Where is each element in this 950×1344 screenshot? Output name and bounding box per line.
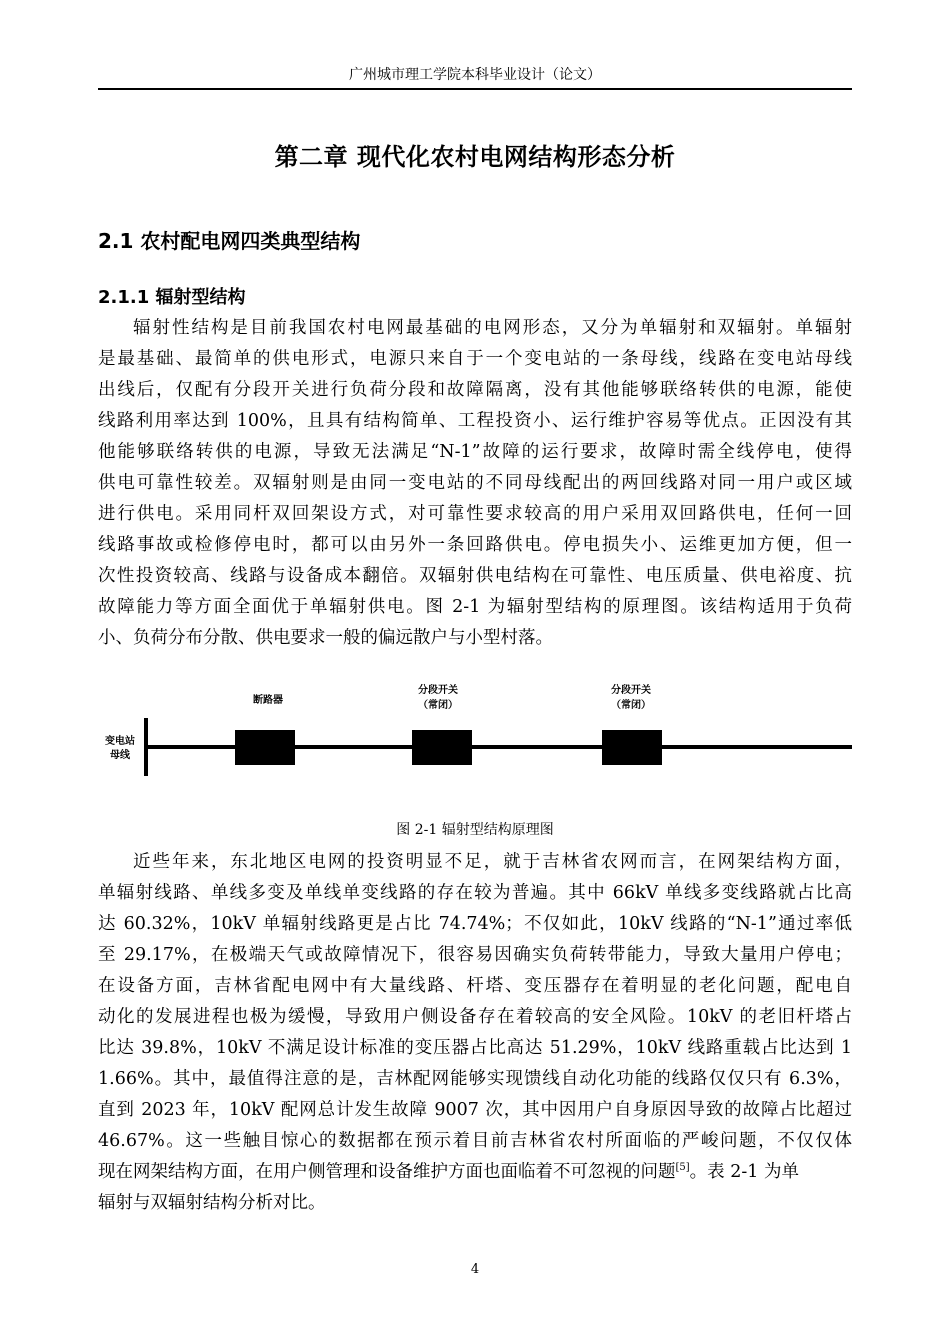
paragraph-line: 他能够联络转供的电源，导致无法满足“N-1”故障的运行要求，故障时需全线停电，使得: [98, 442, 852, 462]
breaker-label: 断路器: [253, 695, 283, 706]
page-header: 广州城市理工学院本科毕业设计（论文）: [349, 67, 601, 83]
header-divider: [98, 88, 852, 90]
line-text: 。表 2-1 为单: [689, 1162, 799, 1182]
paragraph-line: 动化的发展进程也极为缓慢，导致用户侧设备存在着较高的安全风险。10kV 的老旧杆塔占: [98, 1007, 852, 1027]
paragraph-line: 达 60.32%，10kV 单辐射线路更是占比 74.74%；不仅如此，10kV 线路的“N-1”通过率低: [98, 914, 852, 934]
paragraph-line: 供电可靠性较差。双辐射则是由同一变电站的不同母线配出的两回线路对同一用户或区域: [98, 473, 852, 493]
line-text: 现在网架结构方面，在用户侧管理和设备维护方面也面临着不可忽视的问题: [98, 1162, 676, 1182]
citation-reference[interactable]: [5]: [675, 1162, 690, 1173]
paragraph-line: 近些年来，东北地区电网的投资明显不足，就于吉林省农网而言，在网架结构方面，: [133, 852, 852, 872]
paragraph-line: 比达 39.8%，10kV 不满足设计标准的变压器占比高达 51.29%，10kV 线路重载占比达到 1: [98, 1038, 852, 1058]
paragraph-line: 线路事故或检修停电时，都可以由另外一条回路供电。停电损失小、运维更加方便，但一: [98, 535, 852, 555]
paragraph-line: 出线后，仅配有分段开关进行负荷分段和故障隔离，没有其他能够联络转供的电源，能使: [98, 380, 852, 400]
paragraph-line: 次性投资较高、线路与设备成本翻倍。双辐射供电结构在可靠性、电压质量、供电裕度、抗: [98, 566, 852, 586]
subsection-heading: 2.1.1 辐射型结构: [98, 287, 246, 308]
paragraph-line: 是最基础、最简单的供电形式，电源只来自于一个变电站的一条母线，线路在变电站母线: [98, 349, 852, 369]
paragraph-line: [98, 1157, 852, 1188]
body-paragraph-2: [98, 847, 852, 1219]
switch1-label-line2: （常闭）: [418, 700, 458, 711]
busbar-label-line1: 变电站: [105, 736, 135, 747]
paragraph-line: 46.67%。这一些触目惊心的数据都在预示着目前吉林省农村所面临的严峻问题，不仅仅体: [98, 1131, 852, 1151]
paragraph-line: 单辐射线路、单线多变及单线单变线路的存在较为普遍。其中 66kV 单线多变线路就占比高: [98, 883, 852, 903]
switch2-label-line2: （常闭）: [611, 700, 651, 711]
chapter-title: 第二章 现代化农村电网结构形态分析: [274, 143, 676, 171]
body-paragraph-1: [98, 313, 852, 654]
paragraph-line: 在设备方面，吉林省配电网中有大量线路、杆塔、变压器存在着明显的老化问题，配电自: [98, 976, 852, 996]
section-heading: 2.1 农村配电网四类典型结构: [98, 229, 361, 253]
paragraph-line: 1.66%。其中，最值得注意的是，吉林配网能够实现馈线自动化功能的线路仅仅只有 6.3%，: [98, 1069, 852, 1089]
breaker-symbol: [235, 730, 295, 765]
paragraph-line: 小、负荷分布分散、供电要求一般的偏远散户与小型村落。: [98, 628, 553, 648]
paragraph-line: 辐射与双辐射结构分析对比。: [98, 1193, 326, 1213]
paragraph-line: 故障能力等方面全面优于单辐射供电。图 2-1 为辐射型结构的原理图。该结构适用于负荷: [98, 597, 852, 617]
page-number: 4: [470, 1262, 480, 1277]
paragraph-line: 至 29.17%，在极端天气或故障情况下，很容易因确实负荷转带能力，导致大量用户停电；: [98, 945, 852, 965]
radial-structure-diagram: [98, 680, 852, 800]
switch1-label-line1: 分段开关: [418, 685, 458, 696]
paragraph-line: 线路利用率达到 100%，且具有结构简单、工程投资小、运行维护容易等优点。正因没有其: [98, 411, 852, 431]
sectionalizing-switch-2: [602, 730, 662, 765]
switch2-label-line1: 分段开关: [611, 685, 651, 696]
sectionalizing-switch-1: [412, 730, 472, 765]
paragraph-line: 进行供电。采用同杆双回架设方式，对可靠性要求较高的用户采用双回路供电，任何一回: [98, 504, 852, 524]
paragraph-line: 辐射性结构是目前我国农村电网最基础的电网形态，又分为单辐射和双辐射。单辐射: [133, 318, 852, 338]
figure-caption: 图 2-1 辐射型结构原理图: [396, 822, 554, 838]
paragraph-line: 直到 2023 年，10kV 配网总计发生故障 9007 次，其中因用户自身原因导致的故障占比超过: [98, 1100, 852, 1120]
busbar-label-line2: 母线: [110, 750, 130, 761]
